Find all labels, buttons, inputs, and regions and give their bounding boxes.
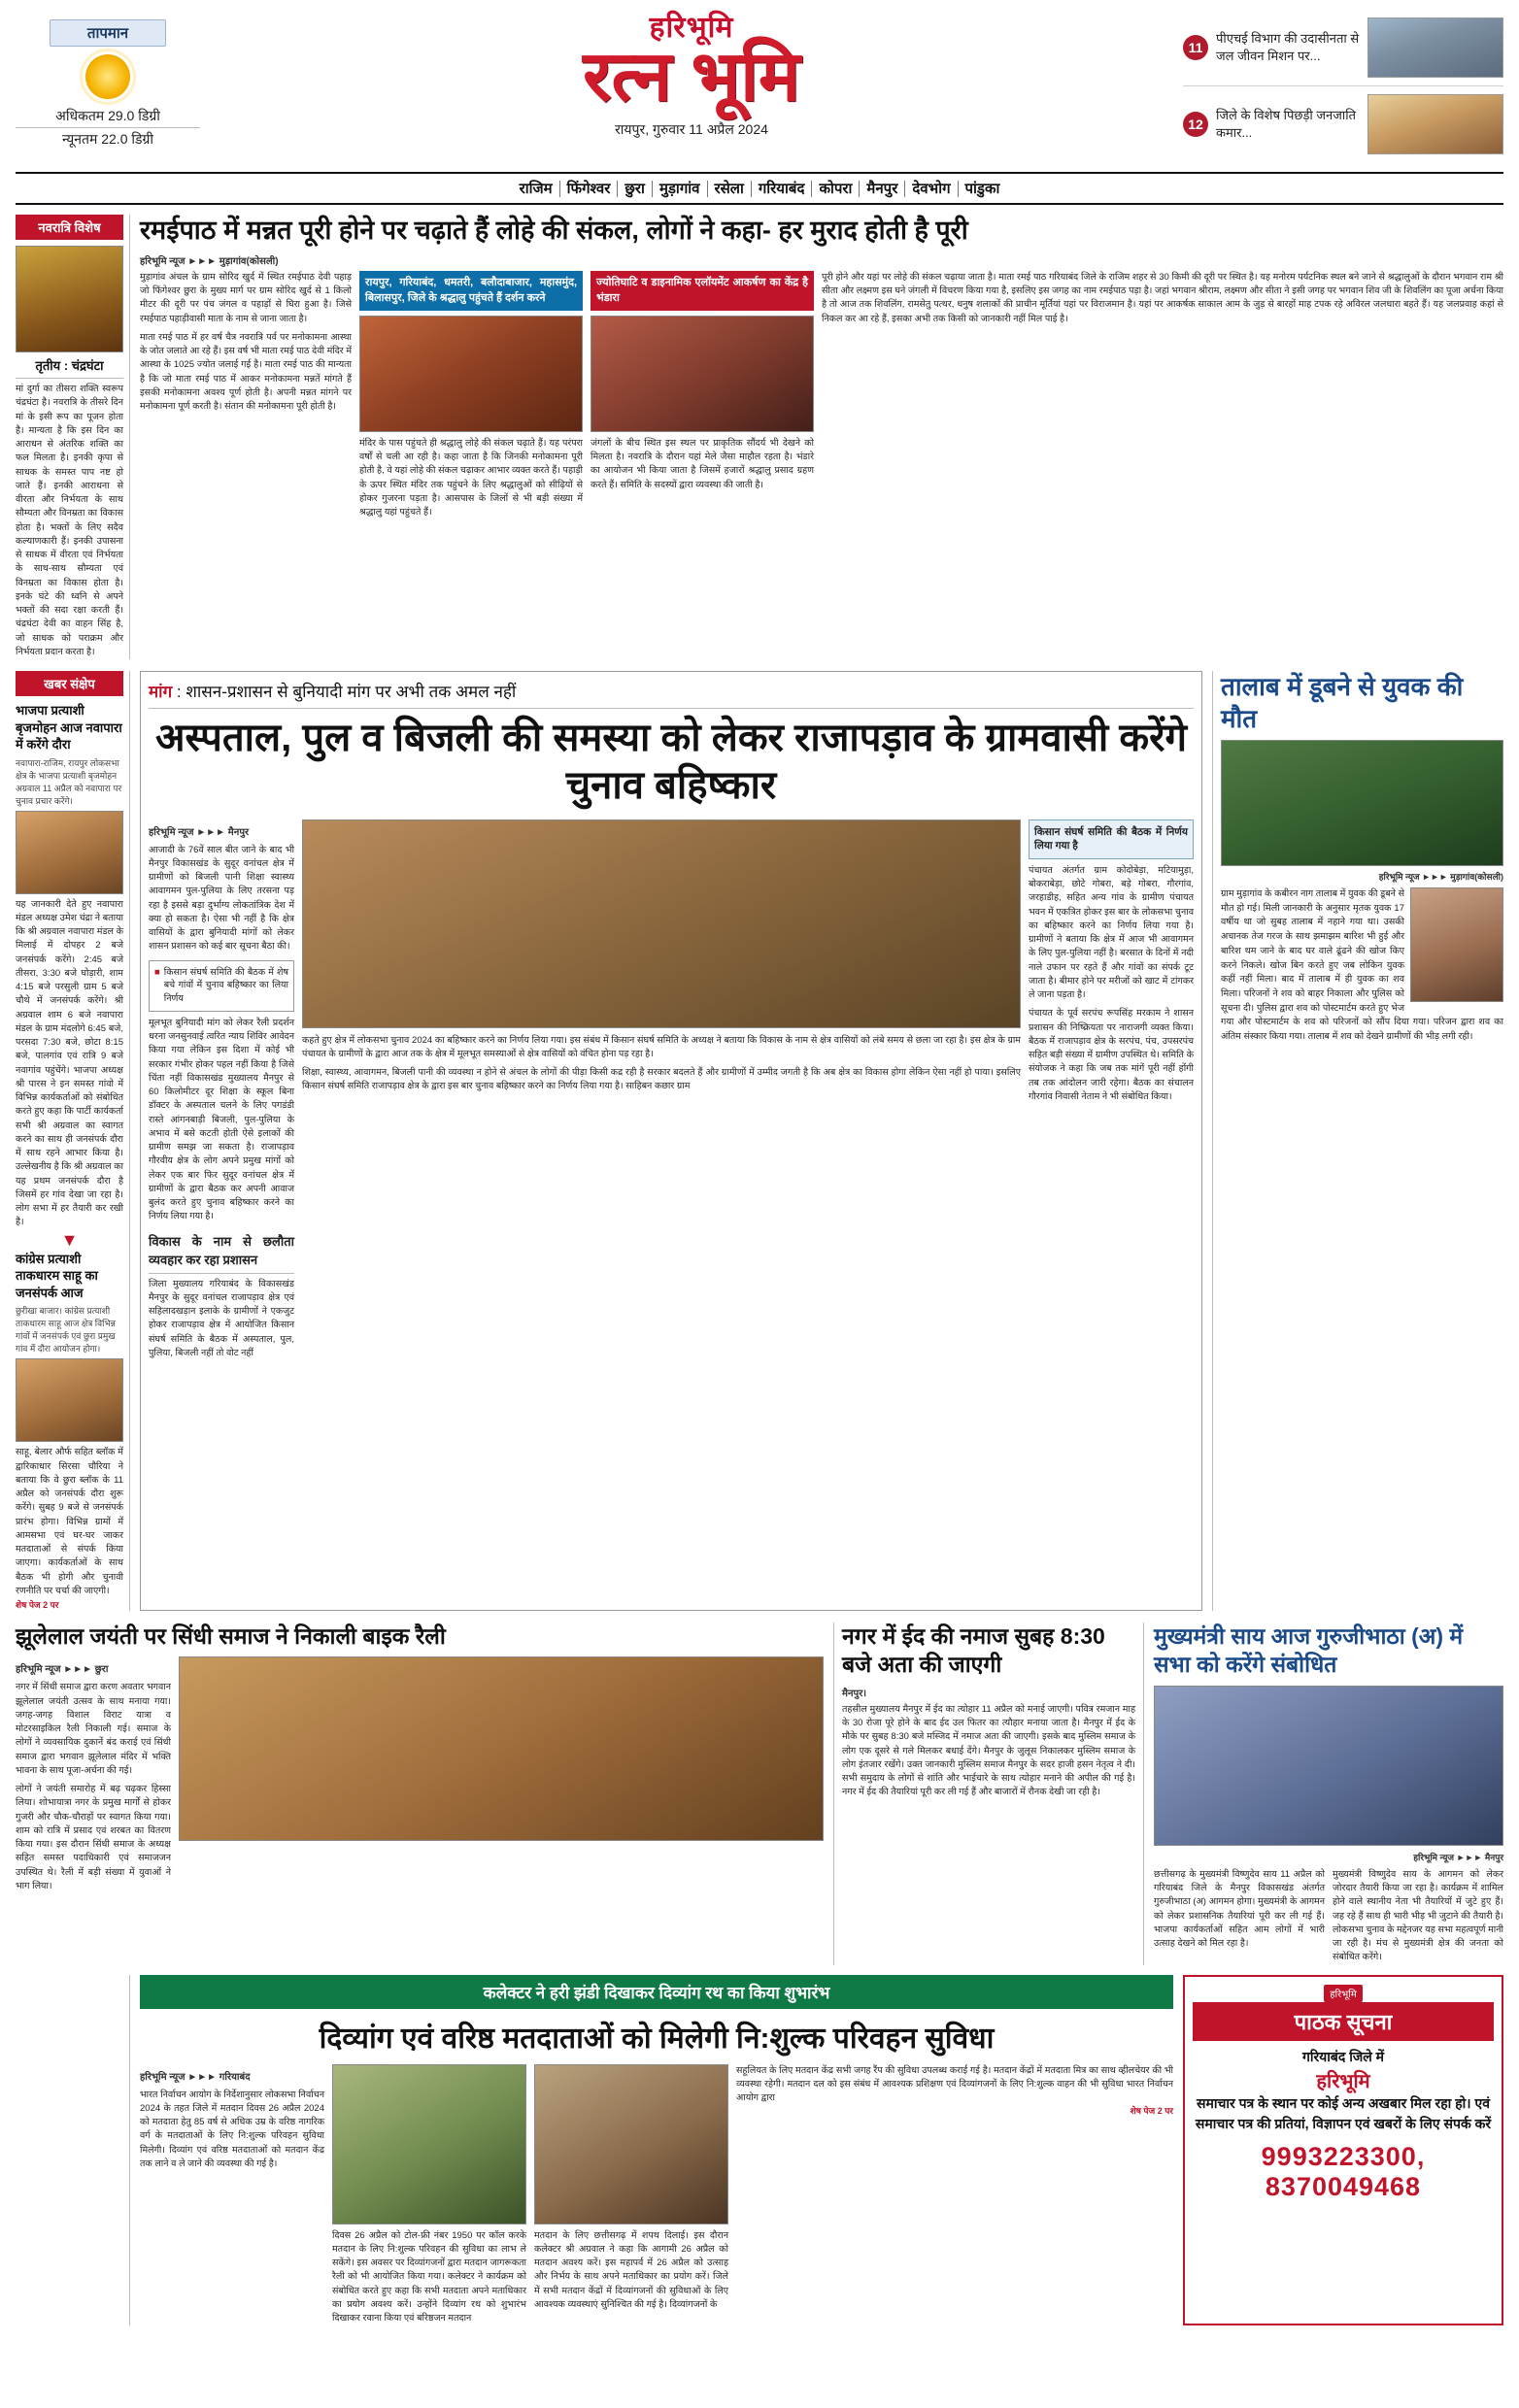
politician-portrait xyxy=(16,811,123,894)
main-section xyxy=(16,671,1503,1611)
drowning-text: ग्राम मुड़ागांव के कबीरन नाग तालाब में युवक की डूबने से मौत हो गई। मिली जानकारी के अनुसार मृतक युवक 17 वर्षीय था जो सुबह तालाब में नहाने गया था। उसकी अचानक तेज गरज के साथ झमाझम बारिश भी हुई और बारिश थम जाने के बाद घर वाले ढूंढने की खोज किए करने निकले। खोज बिन करते हुए जब लोकिन युवक कहीं नहीं मिला। बाद में तालाब में ही युवक का शव मिला। परिजनों ने शव को बाहर निकाला और पुलिस को सूचना दी। पुलिस द्वारा शव को पोस्टमार्टम करते हुए भेज गया और पोस्टमार्टम के शव को परिजनों को सौंप दिया गया। परिजन द्वारा शव का अंतिम संस्कार किया गया। तालाब में शव को देखने ग्रामीणों की भीड़ लगी रही। xyxy=(1221,888,1503,1043)
top-story-text: जंगलों के बीच स्थित इस स्थल पर प्राकृतिक सौंदर्य भी देखने को मिलता है। नवरात्रि के दौरान यहां मेले जैसा माहौल रहता है। भंडारे का आयोजन भी किया जाता है जिसमें हजारों श्रद्धालु प्रसाद ग्रहण करते हैं। समिति के सदस्यों द्वारा व्यवस्था की जाती है। xyxy=(591,437,814,490)
pond-photo xyxy=(1221,740,1503,866)
lower-section xyxy=(16,1622,1503,1965)
top-story-col-3 xyxy=(591,271,814,520)
tricycle-photo xyxy=(332,2064,526,2224)
eid-story xyxy=(833,1622,1144,1965)
bike-rally-byline: हरिभूमि न्यूज ►►► छुरा xyxy=(16,1664,109,1676)
lead-text: शिक्षा, स्वास्थ्य, आवागमन, बिजली पानी की व्यवस्था न होने से अंचल के लोगों की पीड़ा किसी कद्र रही है सरकार बदलते हैं और ग्रामीणों में उम्मीद जगती है कि अब क्षेत्र का विकास होगा लेकिन ऐसा नहीं हो पाया। इसलिए किसान संघर्ष समिति राजापड़ाव क्षेत्र के द्वारा इस बार चुनाव बहिष्कार करने का निर्णय लिया गया है। साहिबन कछार ग्राम xyxy=(302,1067,1021,1092)
promo-thumbnail xyxy=(1367,17,1503,78)
bottom-section xyxy=(16,1975,1503,2326)
temple-photo xyxy=(591,316,814,432)
top-story-col-2 xyxy=(359,271,583,520)
notice-phone[interactable]: 9993223300, 8370049468 xyxy=(1261,2141,1426,2201)
drowning-byline: हरिभूमि न्यूज ►►► मुड़ागांव(कोसली) xyxy=(1378,872,1503,882)
navratri-column xyxy=(16,215,130,659)
notice-brand-flag: हरिभूमि xyxy=(1324,1985,1363,2002)
town-name: छुरा xyxy=(618,181,653,197)
disability-text: मतदान के लिए छत्तीसगढ़ में शपथ दिलाई। इस दौरान कलेक्टर श्री अग्रवाल ने कहा कि आगामी 26 अप्रैल को मतदान अवश्य करें। इस महापर्व में 26 अप्रैल को उत्साह और निर्भय के साथ अपने मताधिकार का प्रयोग करें। जिले में सभी मतदान केंद्रों में दिव्यांगजनों की सुविधाओं के लिए आवश्यक व्यवस्थाएं सुनिश्चित की गई है। दिव्यांगजनों के xyxy=(534,2229,728,2310)
notice-brand: हरिभूमि xyxy=(1316,2070,1370,2092)
cm-byline: हरिभूमि न्यूज ►►► मैनपुर xyxy=(1413,1852,1503,1862)
brief-body: साहू, बेलार और्फ सहित ब्लॉक में द्वारिकाधार सिरसा चौरिया ने बताया कि वे छुरा ब्लॉक के 11 अप्रैल को जनसंपर्क दौरा शुरू करेंगे। सुबह 9 बजे से जनसंपर्क प्रारंभ होगा। विभिन्न ग्रामों में आमसभा एवं घर-घर जाकर मतदाताओं से संपर्क किया जाएगा। कार्यकर्ताओं के साथ बैठक भी होगी और चुनावी रणनीति पर चर्चा की जाएगी। xyxy=(16,1447,123,1596)
top-story-text: मुड़ागांव अंचल के ग्राम सोरिद खुर्द में स्थित रमईपाठ देवी पहाड़ जो फिंगेश्वर छुरा के मुख्य मार्ग पर ग्राम सोरिद खुर्द से 1 किलो मीटर की दूरी पर पंच जंगल व पहाड़ों से घिरा हुआ है। जिसे रमईपाठ पहाड़ीवासी माता के नाम से जाना जाता है। xyxy=(140,271,352,324)
bike-rally-text: नगर में सिंधी समाज द्वारा करण अवतार भगवान झूलेलाल जयंती उत्सव के साथ मनाया गया। जगह-जगह विशाल विराट यात्रा व मोटरसाइकिल रैली निकाली गई। समाज के लोगों ने व्यवसायिक दुकानें बंद कराई एवं सिंधी समाज द्वारा भगवान झूलेलाल मंदिर में भक्ति भावना के साथ पूजा-अर्चना की गई। xyxy=(16,1682,171,1776)
town-name: राजिम xyxy=(513,181,560,197)
top-story xyxy=(140,215,1503,659)
lead-text: पंचायत के पूर्व सरपंच रूपसिंह मरकाम ने शासन प्रशासन की निष्क्रियता पर नाराजगी व्यक्त किया। बैठक में राजापड़ाव क्षेत्र के सरपंच, पंच, उपसरपंच सहित बड़ी संख्या में ग्रामीण उपस्थित थे। समिति के संयोजक ने कहा कि जब तक मांगें पूरी नहीं होंगी तब तक आंदोलन जारी रहेगा। बैठक का संचालन गौरगांव निवासी नेताम ने भी संबोधित किया। xyxy=(1029,1008,1194,1102)
lead-kicker-sep: : xyxy=(176,683,186,701)
top-story-kicker-red: ज्योतिघाटि व डाइनामिक एलॉयमेंट आकर्षण का केंद्र है भंडारा xyxy=(591,271,814,311)
newspaper-title: रत्न भूमि xyxy=(583,38,800,116)
lead-text: आजादी के 76वें साल बीत जाने के बाद भी मैनपुर विकासखंड के सुदूर वनांचल क्षेत्र में ग्रामीणों को बिजली पानी शिक्षा स्वास्थ्य आवागमन पुल-पुलिया के लिए तरसना पड़ रहा है इससे बड़ा दुर्भाग्य लोकतांत्रिक देश में क्या हो सकता है। ऐसा भी नहीं है कि क्षेत्र वासियों के द्वारा बुनियादी मांगों को लेकर शासन प्रशासन को कई बार सूचना बैठा की। xyxy=(149,844,294,953)
disability-text: सहूलियत के लिए मतदान केंद्र सभी जगह रैंप की सुविधा उपलब्ध कराई गई है। मतदान केंद्रों में मतदाता मित्र का साथ व्हीलचेयर की भी व्यवस्था रहेगी। मतदान दल को इस संबंध में आवश्यक प्रशिक्षण एवं दिव्यांगजनों के लिए नि:शुल्क वाहन की भी सुविधा भारत निर्वाचन आयोग द्वारा xyxy=(736,2064,1173,2104)
lead-text: जिला मुख्यालय गरियाबंद के विकासखंड मैनपुर के सुदूर वनांचल राजापड़ाव क्षेत्र एवं सहिलादखड़ान इलाके के ग्रामीणों ने एकजुट होकर राजापड़ाव क्षेत्र में आयोजित किसान संघर्ष समिति के बैठक में अस्पताल, पुल, पुलिया, बिजली नहीं तो वोट नहीं xyxy=(149,1278,294,1358)
lead-bullet-text: किसान संघर्ष समिति की बैठक में शेष बचे गांवों में चुनाव बहिष्कार का लिया निर्णय xyxy=(163,966,288,1005)
title-block xyxy=(210,14,1173,139)
promo-column xyxy=(1183,14,1503,162)
navratri-subtitle: तृतीय : चंद्रघंटा xyxy=(16,352,123,379)
victim-portrait xyxy=(1410,887,1503,1002)
top-story-text: माता रमई पाठ में हर वर्ष चैत्र नवरात्रि पर्व पर मनोकामना आस्था के जोत जलाते आ रहे हैं। इस वर्ष भी माता रमई पाठ देवी मंदिर में आस्था के 1025 ज्योत जलाई गई है। माता रमई पाठ की मान्यता है कि जो माता रमई पाठ में आकर मनोकामना मन्नतें मांगते हैं इसकी मनोकामना अवश्य पूर्ण होती है। अपनी मन्नत मांगने पर मनोकामना पूर्ण करती है। संतान की मनोकामना पूरी होती है। xyxy=(140,331,352,412)
drowning-body xyxy=(1221,887,1503,1045)
masthead xyxy=(16,14,1503,162)
lead-byline: हरिभूमि न्यूज ►►► मैनपुर xyxy=(149,826,250,838)
notice-title: पाठक सूचना xyxy=(1193,2002,1494,2041)
drowning-headline: तालाब में डूबने से युवक की मौत xyxy=(1221,672,1464,733)
eid-body: तहसील मुख्यालय मैनपुर में ईद का त्योहार 11 अप्रैल को मनाई जाएगी। पवित्र रमजान माह के 30 रोजा पूरे होने के बाद ईद उल फितर का त्यौहार मनाया जाता है। मैनपुर में ईद के मौके पर सुबह 8:30 बजे मस्जिद में नमाज अता की जाएगी। इसके बाद मुस्लिम समाज के लोग एक दूसरे से गले मिलकर बधाई देंगे। मैनपुर के जुलूस निकालकर मुस्लिम समाज के लोग इंतजार रखेंगे। उक्त जानकारी मुस्लिम समाज मैनपुर के सदर हाजी हसन नेतृत्व ने दी। सभी समुदाय के लोगों से शांति और भाईचारे के साथ त्योहार मनाने की अपील की गई है। नगर में ईद की तैयारियां पूरी कर ली गई हैं और बाजारों में रौनक देखी जा रही है। xyxy=(842,1703,1135,1798)
top-story-headline: रमईपाठ में मन्नत पूरी होने पर चढ़ाते हैं लोहे की संकल, लोगों ने कहा- हर मुराद होती है पूरी xyxy=(140,216,968,245)
town-name: मैनपुर xyxy=(860,181,905,197)
town-name: फिंगेश्वर xyxy=(560,181,619,197)
promo-text: जिले के विशेष पिछड़ी जनजाति कमार... xyxy=(1216,108,1357,140)
town-name: मुड़ागांव xyxy=(653,181,708,197)
brief-title[interactable]: भाजपा प्रत्याशी बृजमोहन आज नवापारा में करेंगे दौरा xyxy=(16,703,122,752)
sun-icon xyxy=(85,54,130,99)
top-story-col-1 xyxy=(140,271,352,520)
temperature-label: तापमान xyxy=(50,19,166,47)
reader-notice-ad[interactable] xyxy=(1183,1975,1503,2326)
brief-subtitle: छुरीखा बाजार। कांग्रेस प्रत्याशी ताकधारम साहू आज क्षेत्र विभिन्न गांवों में जनसंपर्क एवं छुरा प्रमुख गांव में दौरा आयोजन होगा। xyxy=(16,1306,116,1354)
lead-story xyxy=(140,671,1202,1611)
rally-photo xyxy=(179,1656,824,1841)
continuation-note: शेष पेज 2 पर xyxy=(16,1600,59,1611)
town-name: गरियाबंद xyxy=(752,181,813,197)
politician-portrait xyxy=(16,1358,123,1442)
top-story-col-4 xyxy=(822,271,1503,520)
drowning-story xyxy=(1212,671,1503,1611)
temperature-min: न्यूनतम 22.0 डिग्री xyxy=(61,131,154,147)
goddess-image xyxy=(16,246,123,352)
news-briefs-label: खबर संक्षेप xyxy=(16,671,123,696)
lead-bullet-box xyxy=(149,960,294,1012)
edition-towns-bar xyxy=(16,172,1503,205)
eid-headline: नगर में ईद की नमाज सुबह 8:30 बजे अता की जाएगी xyxy=(842,1623,1105,1678)
promo-item[interactable] xyxy=(1183,17,1503,86)
brief-title[interactable]: कांग्रेस प्रत्याशी ताकधारम साहू का जनसंपर्क आज xyxy=(16,1251,98,1300)
lead-kicker-label: मांग xyxy=(149,683,173,701)
promo-text: पीएचई विभाग की उदासीनता से जल जीवन मिशन पर... xyxy=(1216,31,1360,63)
lead-kicker xyxy=(149,680,1194,709)
collector-photo xyxy=(534,2064,728,2224)
navratri-body: मां दुर्गा का तीसरा शक्ति स्वरूप चंद्रघंटा है। नवरात्रि के तीसरे दिन मां के इसी रूप का पूजन होता है। मान्यता है कि इस दिन का आराधन से अंतरिक शक्ति का फल मिलता है। इनकी कृपा से साधक के समस्त पाप नष्ट हो जाते हैं। इनकी आराधना से वीरता और निर्भयता के साथ सौम्यता और विनम्रता का विकास होता है। भक्तों के लिए सदैव कल्याणकारी हैं। इनकी उपासना से साधक में वीरता एवं निर्भयता के साथ-साथ सौम्यता एवं विनम्रता का विकास होता है। इनके घंटे की ध्वनि से अपने भक्तों की सदा रक्षा करती हैं। चंद्रघंटा देवी का वाहन सिंह है, जो साधक को पराक्रम और निर्भयता प्रदान करता है। xyxy=(16,384,123,657)
disability-col-4 xyxy=(736,2064,1173,2326)
lead-col-2 xyxy=(302,819,1021,1361)
promo-thumbnail xyxy=(1367,94,1503,154)
lead-text: कहते हुए क्षेत्र में लोकसभा चुनाव 2024 का बहिष्कार करने का निर्णय लिया गया। इस संबंध में किसान संघर्ष समिति के अध्यक्ष ने बताया कि विकास के नाम से क्षेत्र वासियों को लंबे समय से छला जा रहा है। इस क्षेत्र के ग्राम पंचायत के ग्रामीणों के द्वारा आज तक के क्षेत्र में मूलभूत समस्याओं से क्षेत्र वासियों को वंचित होना पड़ रहा है। xyxy=(302,1034,1021,1059)
disability-text: भारत निर्वाचन आयोग के निर्देशानुसार लोकसभा निर्वाचन 2024 के तहत जिले में मतदान दिवस 26 अप्रैल 2024 को मतदाता हेतु 85 वर्ष से अधिक उम्र के वरिष्ठ नागरिक वर्ग के मतदाताओं के लिए नि:शुल्क परिवहन सुविधा मिलेगी। दिव्यांग एवं वरिष्ठ मतदाताओं को मतदान केंद्र तक लाने व ले जाने की व्यवस्था की गई है। xyxy=(140,2089,324,2169)
bottom-left-spacer xyxy=(16,1975,130,2326)
lead-highlight-box: किसान संघर्ष समिति की बैठक में निर्णय लिया गया है xyxy=(1029,819,1194,859)
town-name: पांडुका xyxy=(964,181,1000,197)
top-story-text: मंदिर के पास पहुंचते ही श्रद्धालु लोहे की संकल चढ़ाते हैं। यह परंपरा वर्षों से चली आ रही है। कहा जाता है कि जिनकी मनोकामना पूरी होती है, वे यहां लोहे की संकल चढ़ाकर आभार व्यक्त करते हैं। पहाड़ी के ऊपर स्थित मंदिर तक पहुंचने के लिए श्रद्धालुओं को सीढ़ियों से होकर गुजरना पड़ता है। आसपास के जिलों से भी बड़ी संख्या में श्रद्धालु यहां पहुंचते हैं। xyxy=(359,437,583,518)
cm-text: छत्तीसगढ़ के मुख्यमंत्री विष्णुदेव साय 11 अप्रैल को गरियाबंद जिले के मैनपुर विकासखंड अंतर्गत गुरुजीभाठा (अ) आगमन होगा। मुख्यमंत्री के आगमन को लेकर प्रशासनिक तैयारियां पूरी कर ली गई हैं। भाजपा कार्यकर्ताओं सहित आम लोगों में भारी उत्साह देखने को मिल रहा है। xyxy=(1154,1868,1325,1950)
publisher-logo: हरिभूमि xyxy=(649,12,734,44)
cm-text: मुख्यमंत्री विष्णुदेव साय के आगमन को लेकर जोरदार तैयारी किया जा रहा है। कार्यक्रम में शामिल होने वाले स्थानीय नेता भी तैयारियों में जुटे हुए हैं। जह रहे हैं साथ ही भारी भीड़ भी जुटाने की तैयारी है। लोकसभा चुनाव के मद्देनजर यह सभा महत्वपूर्ण मानी जा रही है। मंच से मुख्यमंत्री क्षेत्र की जनता को संबोधित करेंगे। xyxy=(1333,1868,1503,1963)
lead-headline: अस्पताल, पुल व बिजली की समस्या को लेकर राजापड़ाव के ग्रामवासी करेंगे चुनाव बहिष्कार xyxy=(155,717,1187,807)
section-divider-arrow: ▼ xyxy=(60,1229,79,1250)
disability-kicker: कलेक्टर ने हरी झंडी दिखाकर दिव्यांग रथ का किया शुभारंभ xyxy=(140,1975,1173,2009)
promo-page-number: 11 xyxy=(1183,35,1208,60)
disability-story xyxy=(140,1975,1173,2326)
disability-col-1 xyxy=(140,2064,324,2326)
bullet-icon: ■ xyxy=(154,966,160,978)
top-story-byline: हरिभूमि न्यूज ►►► मुड़ागांव(कोसली) xyxy=(140,255,279,267)
cm-headline: मुख्यमंत्री साय आज गुरुजीभाठा (अ) में सभा को करेंगे संबोधित xyxy=(1154,1623,1464,1678)
lead-kicker-text: शासन-प्रशासन से बुनियादी मांग पर अभी तक अमल नहीं xyxy=(186,683,517,701)
disability-text: दिवस 26 अप्रैल को टोल-फ्री नंबर 1950 पर कॉल करके मतदान के लिए नि:शुल्क परिवहन की सुविधा का लाभ ले सकेंगे। इस अवसर पर दिव्यांगजनों द्वारा मतदान जागरूकता रैली को भी आयोजित किया गया। कलेक्टर ने कार्यक्रम को संबोधित करते हुए कहा कि सभी मतदाता अपने मताधिकार का प्रयोग अवश्य करें। उन्होंने दिव्यांग रथ को शुभारंभ दिखाकर रवाना किया एवं बरिष्ठजन मतदान xyxy=(332,2229,526,2324)
town-name: रसेला xyxy=(708,181,752,197)
diyas-photo xyxy=(359,316,583,432)
notice-line-1: गरियाबंद जिले में xyxy=(1301,2048,1385,2064)
lead-subhead: विकास के नाम से छलौता व्यवहार कर रहा प्रशासन xyxy=(149,1232,294,1274)
top-section xyxy=(16,215,1503,659)
temperature-box xyxy=(16,14,200,150)
news-briefs-column xyxy=(16,671,130,1611)
bike-rally-col-1 xyxy=(16,1656,171,1893)
eid-byline: मैनपुर। xyxy=(842,1688,867,1699)
top-story-text: पूरी होने और यहां पर लोहे की संकल चढ़ाया जाता है। माता रमई पाठ गरियाबंद जिले के राजिम शहर से 30 किमी की दूरी पर स्थित है। यह मनोरम पर्यटनिक स्थल बने जाने से श्रद्धालुओं के दौरान भगवान राम श्री सीता और लक्ष्मण इस घने जंगली में विचरण किया गया है, इसलिए इस जगह का नाम रमईपाठ पड़ा है। जहां भगवान श्रीराम, लक्ष्मण और सीता ने इसी जगह पर भगवान शिव जी के शिवलिंग का पूजा अर्चना किया है तो आज तक शिवलिंग, रामसेतु पत्थर, धनुष शलाकों की प्राचीन मूर्तियां यहां पर विराजमान है। यहां पर आकर्षक साकाल आम के जुड़ से बारहों माह टपक रहे अविरल जलधारा बहते हैं। यह जलप्रवाह कहां से निकल कर आ रहे हैं, इसका अभी तक किसी को जानकारी नहीं मिल पाई है। xyxy=(822,271,1503,324)
lead-col-1 xyxy=(149,819,294,1361)
village-meeting-photo xyxy=(302,819,1021,1028)
promo-page-number: 12 xyxy=(1183,112,1208,137)
lead-text: मूलभूत बुनियादी मांग को लेकर रैली प्रदर्शन धरना जनसुनवाई त्वरित न्याय शिविर आवेदन किया गया लेकिन इस दिशा में कोई भी सरकार गंभीर होकर पहल नहीं किया है जिसे चिंता नहीं विकासखंड मुख्यालय मैनपुर से 60 किलोमीटर दूर शिक्षा के स्कूल बिना डॉक्टर के अस्पताल चलने के लिए पगडंडी रास्ते आंगनबाड़ी बिजली, पुल-पुलिया के अभाव में बसे कटती होती ऐसे इलाकों की ग्रामीण समझ जा सकता है। राजापड़ाव गौरवीय क्षेत्र के लोग अपने प्रमुख मांगों को लेकर एक बार फिर सुदूर वनांचल क्षेत्र में ग्रामीणों के द्वारा बैठक कर अपनी आवाज बुलंद करते हुए चुनाव बहिष्कार करने का निर्णय लिया गया है। xyxy=(149,1017,294,1222)
bike-rally-story xyxy=(16,1622,824,1965)
promo-item[interactable] xyxy=(1183,94,1503,162)
bike-rally-text: लोगों ने जयंती समारोह में बढ़ चढ़कर हिस्सा लिया। शोभायात्रा नगर के प्रमुख मार्गों से होकर गुजरी और चौक-चौराहों पर स्वागत किया गया। शाम को रात्रि में प्रसाद एवं शरबत का वितरण किया गया। इस दौरान सिंधी समाज के अध्यक्ष सहित समस्त पदाधिकारी एवं समाजजन उपस्थित थे। रैली में बड़ी संख्या में युवाओं ने भाग लिया। xyxy=(16,1784,171,1891)
brief-subtitle: नवापारा-राजिम, रायपुर लोकसभा क्षेत्र के भाजपा प्रत्याशी बृजमोहन अग्रवाल 11 अप्रैल को नवापारा पर चुनाव प्रचार करेंगे। xyxy=(16,757,122,806)
disability-byline: हरिभूमि न्यूज ►►► गरियाबंद xyxy=(140,2071,251,2083)
disability-headline: दिव्यांग एवं वरिष्ठ मतदाताओं को मिलेगी नि:शुल्क परिवहन सुविधा xyxy=(319,2022,995,2055)
dateline: रायपुर, गुरुवार 11 अप्रैल 2024 xyxy=(615,120,768,137)
disability-col-3 xyxy=(534,2064,728,2326)
top-story-kicker-blue: रायपुर, गरियाबंद, धमतरी, बलौदाबाजार, महासमुंद, बिलासपुर, जिले के श्रद्धालु पहुंचते हैं दर्शन करने xyxy=(359,271,583,311)
bike-rally-headline: झूलेलाल जयंती पर सिंधी समाज ने निकाली बाइक रैली xyxy=(16,1623,446,1650)
brief-body: यह जानकारी देते हुए नवापारा मंडल अध्यक्ष उमेश चंद्रा ने बताया कि श्री अग्रवाल नवापारा मंडल के मिलाई में दोपहर 2 बजे जनसंपर्क करेंगे। 2:45 बजे तीसरा, 3:30 बजे घोड़ारी, शाम 4:15 बजे परसुली ग्राम 5 बजे चौथे में जनसंपर्क करेंगे। श्री अग्रवाल शाम 6 बजे नवापारा मंडल के ग्राम मंदलोगे 6:45 बजे, परसदा 7:30 बजे, छोटा 8:15 बजे, पालगांव एवं रात्रि 9 बजे नवागांव पहुंचेंगे। भाजपा अध्यक्ष श्री पारस ने इन समस्त गांवो में विभिन्न कार्यकर्ताओं को संबोधित करते हुए कहा कि पार्टी कार्यकर्ता सभी श्री अग्रवाल का स्वागत करने का साथ ही जनसंपर्क दौरा में साथ रहने आभार किया है। उल्लेखनीय है कि श्री अग्रवाल का यह प्रथम जनसंपर्क दौरा है जिसमें हर गांव देखा जा रहा है। लोग सभा में हर तैयारी कर रखी है। xyxy=(16,898,123,1228)
navratri-label: नवरात्रि विशेष xyxy=(16,215,123,240)
notice-line-2: समाचार पत्र के स्थान पर कोई अन्य अखबार मिल रहा हो। एवं समाचार पत्र की प्रतियां, विज्ञापन एवं खबरों के लिए संपर्क करें xyxy=(1195,2094,1492,2131)
town-name: देवभोग xyxy=(905,181,958,197)
town-name: कोपरा xyxy=(812,181,860,197)
continuation-note: शेष पेज 2 पर xyxy=(1130,2106,1173,2117)
cm-photo xyxy=(1154,1686,1503,1846)
cm-story xyxy=(1154,1622,1503,1965)
temperature-max: अधिकतम 29.0 डिग्री xyxy=(16,105,200,128)
lead-col-3 xyxy=(1029,819,1194,1361)
lead-text: पंचायत अंतर्गत ग्राम कोदोबेड़ा, मटियामुड़ा, बोकराबेड़ा, छोटे गोबरा, बड़े गोबरा, गौरगांव, जरहाडीह, सहित अन्य गांव के ग्रामीण पंचायत भवन में एकत्रित होकर इस बार के लोकसभा चुनाव का बहिष्कार करने का निर्णय लिया गया है। ग्रामीणों ने बताया कि क्षेत्र में आज भी आवागमन के लिए पुल-पुलिया नहीं है। बरसात के दिनों में नदी नाले उफान पर रहते हैं और गांवों का संपर्क टूट जाता है। बीमार होने पर मरीजों को खाट में टांगकर ले जाना पड़ता है। xyxy=(1029,864,1194,1001)
bike-rally-photo-col xyxy=(179,1656,824,1893)
disability-col-2 xyxy=(332,2064,526,2326)
